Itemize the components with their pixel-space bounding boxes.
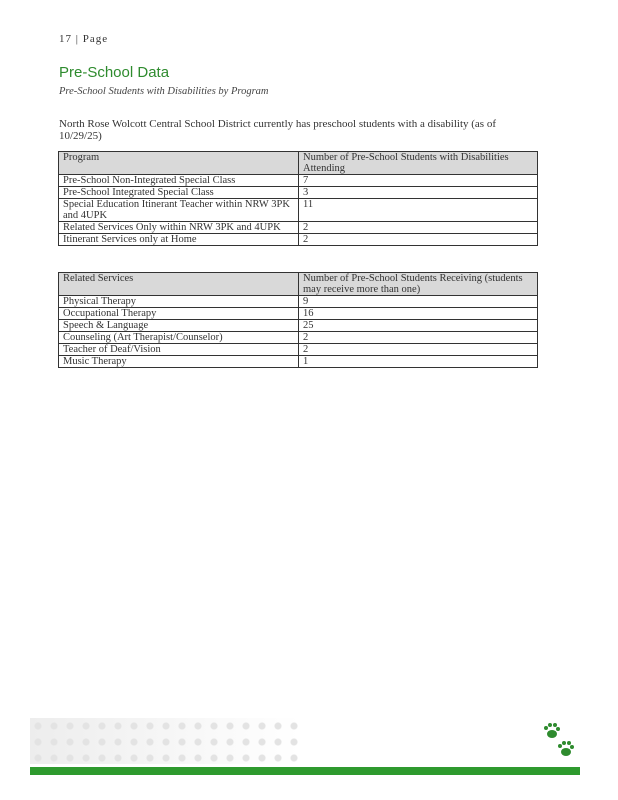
count-cell: 2 [299,234,538,246]
count-cell: 2 [299,222,538,234]
service-cell: Speech & Language [59,320,299,332]
footer-band [30,767,580,775]
table-row [59,187,538,199]
program-cell: Related Services Only within NRW 3PK and 4UPK [59,222,299,234]
count-cell: 11 [299,199,538,222]
footer-pattern [30,718,300,764]
related-services-table [58,272,538,368]
table-row [59,320,538,332]
paw-prints-logo [540,722,578,762]
count-cell: 1 [299,356,538,368]
count-cell: 2 [299,344,538,356]
program-cell: Special Education Itinerant Teacher within NRW 3PK and 4UPK [59,199,299,222]
count-cell: 7 [299,175,538,187]
count-cell: 25 [299,320,538,332]
column-header: Related Services [59,273,299,296]
intro-paragraph: North Rose Wolcott Central School District currently has preschool students with a disability (as of 10/29/25) [59,118,497,142]
count-cell: 3 [299,187,538,199]
service-cell: Occupational Therapy [59,308,299,320]
paw-print-icon [540,722,578,762]
table-row [59,175,538,187]
program-cell: Pre-School Integrated Special Class [59,187,299,199]
program-cell: Itinerant Services only at Home [59,234,299,246]
table-row [59,356,538,368]
column-header: Program [59,152,299,175]
service-cell: Teacher of Deaf/Vision [59,344,299,356]
column-header: Number of Pre-School Students Receiving (students may receive more than one) [299,273,538,296]
program-cell: Pre-School Non-Integrated Special Class [59,175,299,187]
service-cell: Counseling (Art Therapist/Counselor) [59,332,299,344]
count-cell: 16 [299,308,538,320]
count-cell: 2 [299,332,538,344]
service-cell: Physical Therapy [59,296,299,308]
service-cell: Music Therapy [59,356,299,368]
table-row [59,296,538,308]
column-header: Number of Pre-School Students with Disabilities Attending [299,152,538,175]
table-row [59,332,538,344]
table-row [59,234,538,246]
page-number: 17 | Page [59,33,109,45]
count-cell: 9 [299,296,538,308]
page-title: Pre-School Data [59,64,170,81]
page-subtitle: Pre-School Students with Disabilities by Program [59,86,269,97]
table-header-row [59,152,538,175]
table-row [59,344,538,356]
table-row [59,222,538,234]
table-header-row [59,273,538,296]
table-row [59,308,538,320]
program-table [58,151,538,246]
table-row [59,199,538,222]
